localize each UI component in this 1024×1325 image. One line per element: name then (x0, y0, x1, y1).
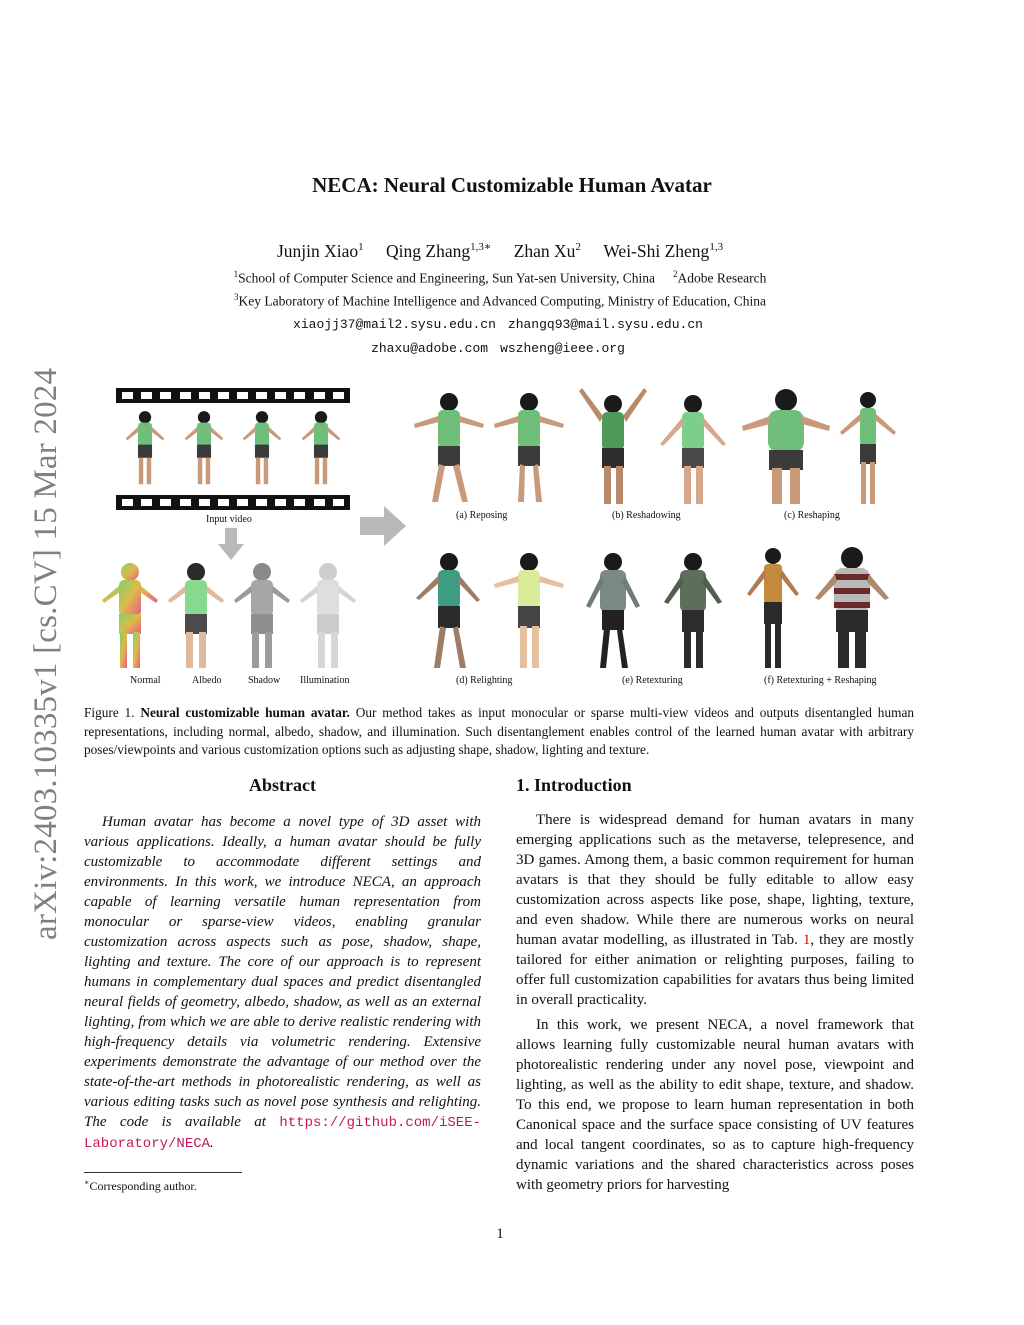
arxiv-side-stamp: arXiv:2403.10335v1 [cs.CV] 15 Mar 2024 (28, 367, 64, 940)
panel-label: (f) Retexturing + Reshaping (764, 675, 877, 686)
decomp-label: Albedo (192, 675, 222, 686)
introduction-column (516, 775, 914, 1200)
normal-map-avatar (100, 560, 160, 672)
author: Wei-Shi Zheng$^{1,3}$ (603, 240, 724, 261)
avatar-frame (240, 409, 284, 489)
avatar-frame (182, 409, 226, 489)
decomp-label: Shadow (248, 675, 281, 686)
paper-title: NECA: Neural Customizable Human Avatar (312, 173, 712, 197)
film-perforation-strip (116, 388, 350, 403)
retextured-avatar (656, 548, 730, 672)
affiliation-line: $^3$Key Laboratory of Machine Intelligence and Advanced Computing, Ministry of Education, China (234, 292, 766, 309)
reposed-avatar (492, 390, 566, 508)
email-line (0, 317, 996, 332)
decomp-label: Normal (130, 675, 161, 686)
email[interactable]: xiaojj37@mail2.sysu.edu.cn (293, 317, 496, 332)
reshadowing-panel (570, 378, 735, 508)
abstract-body: Human avatar has become a novel type of 3D asset with various applications. Ideally, a human avatar should be fully customizable to accommodate different settings and environments. In this work, we introduce NECA, an approach capable of learning versatile human representation from monocular or sparse-view videos, enabling granular customization across aspects such as pose, shadow, shape, lighting and texture. The core of our approach is to represent humans in complementary dual spaces and predict disentangled neural fields of geometry, albedo, shadow, as well as an external lighting, from which we are able to derive realistic rendering with high-frequency details via volumetric rendering. Extensive experiments demonstrate the advantage of our method over the state-of-the-art methods in photorealistic rendering, as well as various editing tasks such as novel pose synthesis and relighting. The code is available at https://github.com/iSEE-Laboratory/NECA. (84, 814, 481, 1152)
author: Zhan Xu$^2$ (513, 240, 581, 261)
abstract-heading: Abstract (249, 775, 316, 795)
avatar-frame (299, 409, 343, 489)
reshadowed-avatar (656, 384, 730, 508)
film-perforation-strip (116, 495, 350, 510)
decomp-label: Illumination (300, 675, 350, 686)
retexturing-reshaping-panel (734, 538, 904, 672)
input-video-label: Input video (206, 514, 252, 525)
email-line (0, 341, 996, 356)
relit-avatar (492, 548, 566, 672)
author: Junjin Xiao$^1$ (276, 240, 364, 261)
footnote-rule (84, 1172, 242, 1173)
shadow-avatar (232, 560, 292, 672)
reshaped-avatar (838, 386, 898, 508)
retextured-reshaped-avatar (743, 544, 803, 672)
panel-label: (a) Reposing (456, 510, 508, 521)
input-video-filmstrip (116, 388, 350, 510)
relit-avatar (412, 548, 486, 672)
email[interactable]: zhangq93@mail.sysu.edu.cn (507, 317, 703, 332)
reposed-avatar (412, 390, 486, 508)
panel-label: (c) Reshaping (784, 510, 840, 521)
relighting-panel (406, 542, 571, 672)
decomposition-panel (98, 556, 360, 672)
page-number: 1 (496, 1226, 504, 1242)
right-arrow-icon (360, 506, 406, 546)
email[interactable]: wszheng@ieee.org (500, 341, 625, 356)
author-list (0, 240, 1000, 262)
reshaping-panel (734, 380, 904, 508)
reshadowed-avatar (576, 384, 650, 508)
retextured-reshaped-avatar (809, 544, 895, 672)
retexturing-panel (570, 542, 735, 672)
albedo-avatar (166, 560, 226, 672)
intro-paragraph: There is widespread demand for human avatars in many emerging applications such as the metaverse, telepresence, and 3D games. Among them, a basic common requirement for human avatars is that they should be fully editable to allow easy customization across aspects like pose, shape, lighting, texture, and even shadow. While there are numerous works on neural human avatar modelling, as illustrated in Tab. 1, they are mostly tailored for either animation or relighting purposes, failing to offer full customization capabilities for avatars thus being limited in overall practicality. (516, 812, 914, 1008)
affiliation-line: $^1$School of Computer Science and Engineering, Sun Yat-sen University, China $^2$Adobe Research (233, 269, 767, 286)
panel-label: (e) Retexturing (622, 675, 683, 686)
introduction-heading: 1. Introduction (516, 775, 632, 795)
email[interactable]: zhaxu@adobe.com (371, 341, 489, 356)
footnote: ∗Corresponding author. (84, 1178, 197, 1193)
author: Qing Zhang$^{1,3∗}$ (386, 240, 492, 261)
retextured-avatar (576, 548, 650, 672)
intro-paragraph: In this work, we present NECA, a novel framework that allows learning fully customizable neural human avatars with photorealistic rendering under any novel pose, viewpoint and lighting, as well as the ability to edit shape, texture, and shadow. To this end, we propose to learn human representation in both Canonical space and the surface space consisting of UV features and local tangent coordinates, so as to capture high-frequency dynamic variations and the shared characteristics across poses with geometry priors for harvesting (516, 1017, 914, 1193)
avatar-frame (123, 409, 167, 489)
illumination-avatar (298, 560, 358, 672)
reposing-panel (406, 382, 571, 508)
reshaped-avatar (740, 386, 832, 508)
teaser-figure (98, 378, 918, 688)
code-link[interactable]: https://github.com/iSEE-Laboratory/NECA (84, 1115, 481, 1152)
abstract-column (84, 775, 481, 1154)
input-frames (116, 405, 350, 493)
figure-caption: Figure 1. Neural customizable human avatar. Our method takes as input monocular or sparse multi-view videos and outputs disentangled human representations, including normal, albedo, shadow, and illumination. Such disentanglement enables control of the learned human avatar with arbitrary poses/viewpoints and various customization options such as adjusting shape, shadow, lighting and texture. (84, 705, 914, 757)
panel-label: (b) Reshadowing (612, 510, 681, 521)
panel-label: (d) Relighting (456, 675, 513, 686)
table-reference-link[interactable]: 1 (802, 932, 811, 948)
